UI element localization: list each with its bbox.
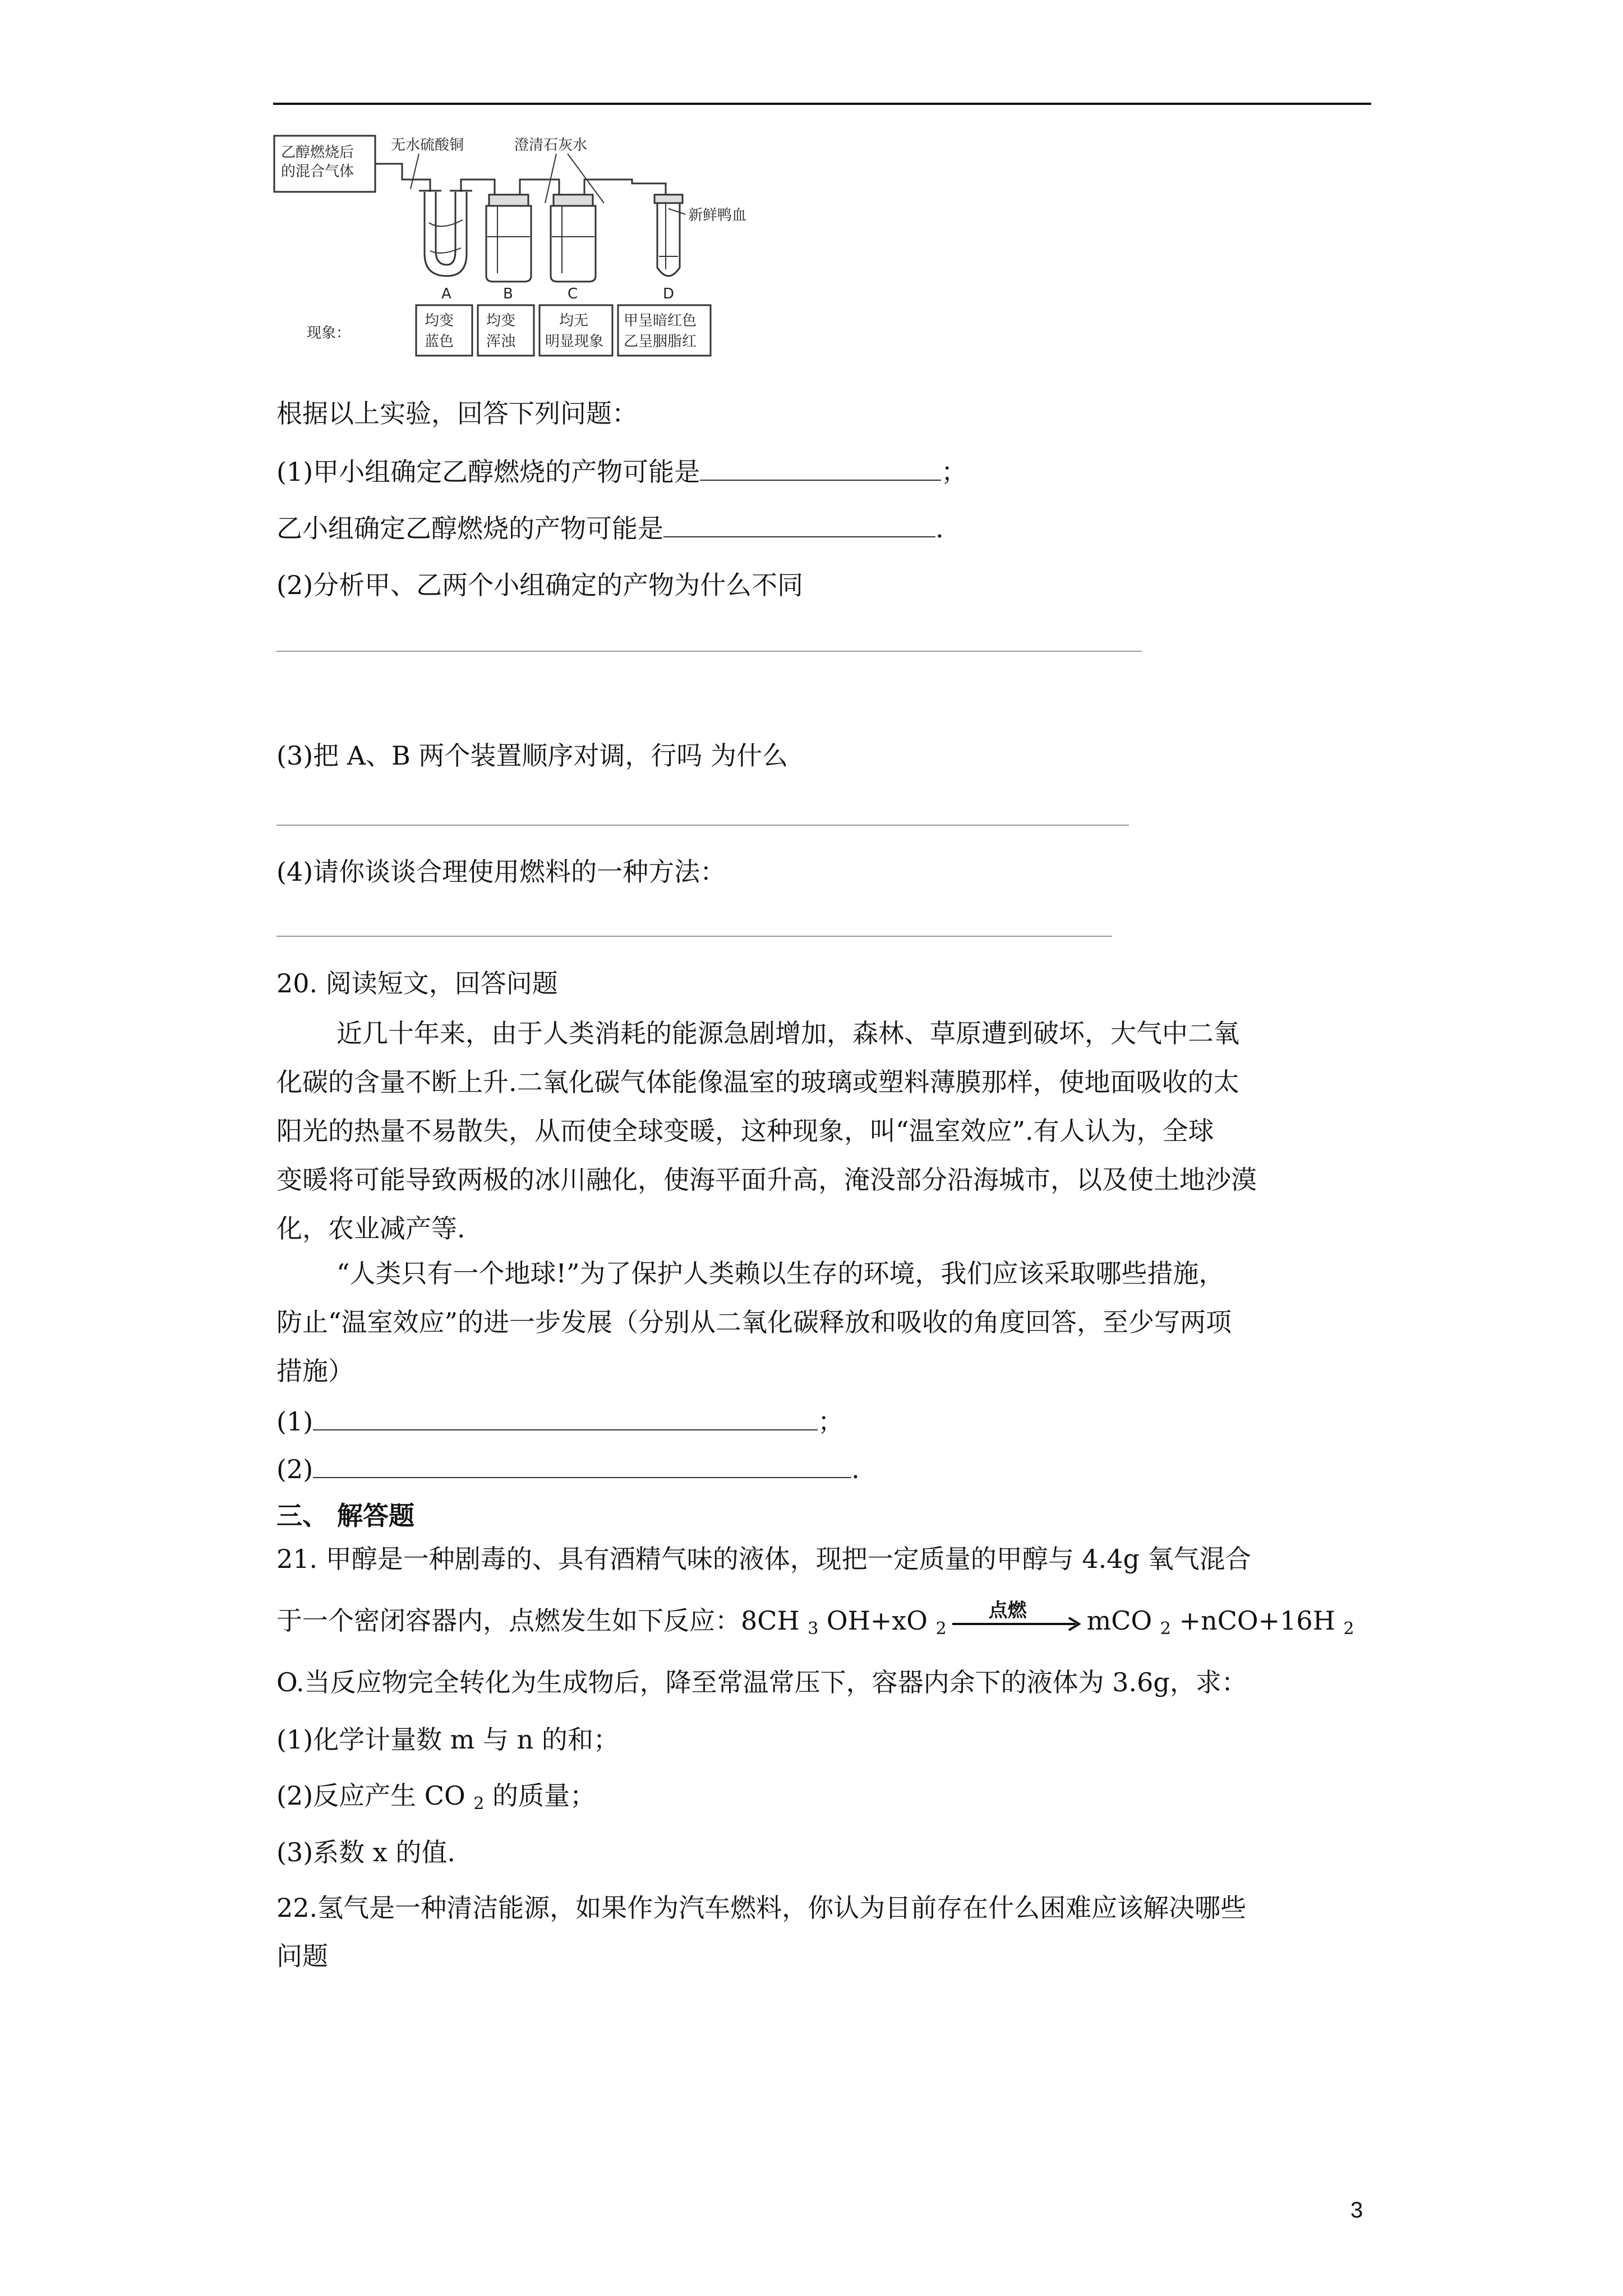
- q21-line1: 21. 甲醇是一种剧毒的、具有酒精气味的液体，现把一定质量的甲醇与 4.4g 氧气混合: [276, 1544, 1251, 1574]
- answer-line[interactable]: [276, 825, 1129, 826]
- experiment-apparatus-figure: [273, 125, 795, 360]
- q20-para2-line: 防止“温室效应”的进一步发展（分别从二氧化碳释放和吸收的角度回答，至少写两项: [276, 1307, 1232, 1337]
- q19-part1b: 乙小组确定乙醇燃烧的产物可能是 .: [276, 513, 944, 544]
- q22-line1: 22.氢气是一种清洁能源，如果作为汽车燃料，你认为目前存在什么困难应该解决哪些: [276, 1893, 1247, 1923]
- obs-c-2: 明显现象: [545, 333, 604, 350]
- obs-d-1: 甲呈暗红色: [624, 312, 697, 329]
- q19-part2: (2)分析甲、乙两个小组确定的产物为什么不同: [276, 570, 804, 600]
- header-rule: [273, 103, 1371, 105]
- obs-b-1: 均变: [486, 312, 516, 329]
- answer-blank[interactable]: [313, 1406, 818, 1430]
- obs-b-2: 浑浊: [486, 333, 516, 350]
- q21-subq2: (2)反应产生 CO $_2$ 的质量；: [276, 1780, 596, 1814]
- q21-line2: 于一个密闭容器内，点燃发生如下反应：8CH $_3$ OH+xO $_2$ 点燃 mCO $_2$ +nCO+16H $_2$: [276, 1604, 1354, 1645]
- source-gas-label-2: 的混合气体: [281, 163, 354, 180]
- q19-part4: (4)请你谈谈合理使用燃料的一种方法：: [276, 857, 726, 887]
- q19-part1a: (1)甲小组确定乙醇燃烧的产物可能是 ；: [276, 457, 967, 487]
- cuso4-label: 无水硫酸铜: [391, 137, 464, 154]
- answer-blank[interactable]: [663, 513, 935, 537]
- obs-c-1: 均无: [559, 312, 589, 329]
- obs-d-2: 乙呈胭脂红: [624, 333, 697, 350]
- reaction-arrow: [947, 1599, 1087, 1637]
- obs-a-2: 蓝色: [425, 333, 454, 350]
- q20-answer-2: (2) .: [276, 1454, 860, 1484]
- q21-line3: O.当反应物完全转化为生成物后，降至常温常压下，容器内余下的液体为 3.6g，求：: [276, 1667, 1247, 1697]
- u-tube-a: [419, 191, 472, 276]
- source-gas-label-1: 乙醇燃烧后: [281, 144, 354, 161]
- q21-subq1: (1)化学计量数 m 与 n 的和；: [276, 1724, 619, 1755]
- q20-title: 20. 阅读短文，回答问题: [276, 968, 558, 999]
- label-b: B: [503, 286, 513, 302]
- section-heading: 三、 解答题: [276, 1501, 415, 1531]
- reaction-condition: 点燃: [988, 1599, 1027, 1622]
- blood-label: 新鲜鸭血: [688, 207, 747, 224]
- limewater-label: 澄清石灰水: [514, 137, 588, 154]
- label-c: C: [568, 286, 578, 302]
- q20-para1-line: 化碳的含量不断上升.二氧化碳气体能像温室的玻璃或塑料薄膜那样，使地面吸收的太: [276, 1067, 1239, 1097]
- label-d: D: [663, 286, 675, 302]
- q22-line2: 问题: [276, 1941, 328, 1971]
- q20-answer-1: (1) ；: [276, 1406, 844, 1437]
- phenomena-label: 现象：: [307, 325, 351, 342]
- answer-line[interactable]: [276, 651, 1142, 652]
- q20-para1-line: 变暖将可能导致两极的冰川融化，使海平面升高，淹没部分沿海城市，以及使土地沙漠: [276, 1165, 1257, 1195]
- obs-a-1: 均变: [425, 312, 454, 329]
- q20-para2-line: 措施）: [276, 1356, 354, 1386]
- answer-line[interactable]: [276, 936, 1112, 937]
- q20-para1-line: 近几十年来，由于人类消耗的能源急剧增加，森林、草原遭到破坏，大气中二氧: [336, 1018, 1239, 1048]
- q19-intro: 根据以上实验，回答下列问题：: [276, 398, 638, 429]
- answer-blank[interactable]: [313, 1453, 851, 1478]
- q19-part3: (3)把 A、B 两个装置顺序对调，行吗 为什么: [276, 740, 789, 771]
- page-number: 3: [1350, 2198, 1363, 2223]
- q20-para2-line: “人类只有一个地球!”为了保护人类赖以生存的环境，我们应该采取哪些措施，: [336, 1258, 1225, 1289]
- label-a: A: [441, 286, 451, 302]
- bottle-b: [486, 195, 531, 282]
- q20-para1-line: 阳光的热量不易散失，从而使全球变暖，这种现象，叫“温室效应”.有人认为，全球: [276, 1116, 1214, 1146]
- test-tube-d: [654, 195, 683, 276]
- bottle-c: [551, 195, 596, 282]
- q20-para1-line: 化，农业减产等.: [276, 1213, 465, 1244]
- answer-blank[interactable]: [700, 456, 941, 481]
- q21-subq3: (3)系数 x 的值.: [276, 1837, 455, 1867]
